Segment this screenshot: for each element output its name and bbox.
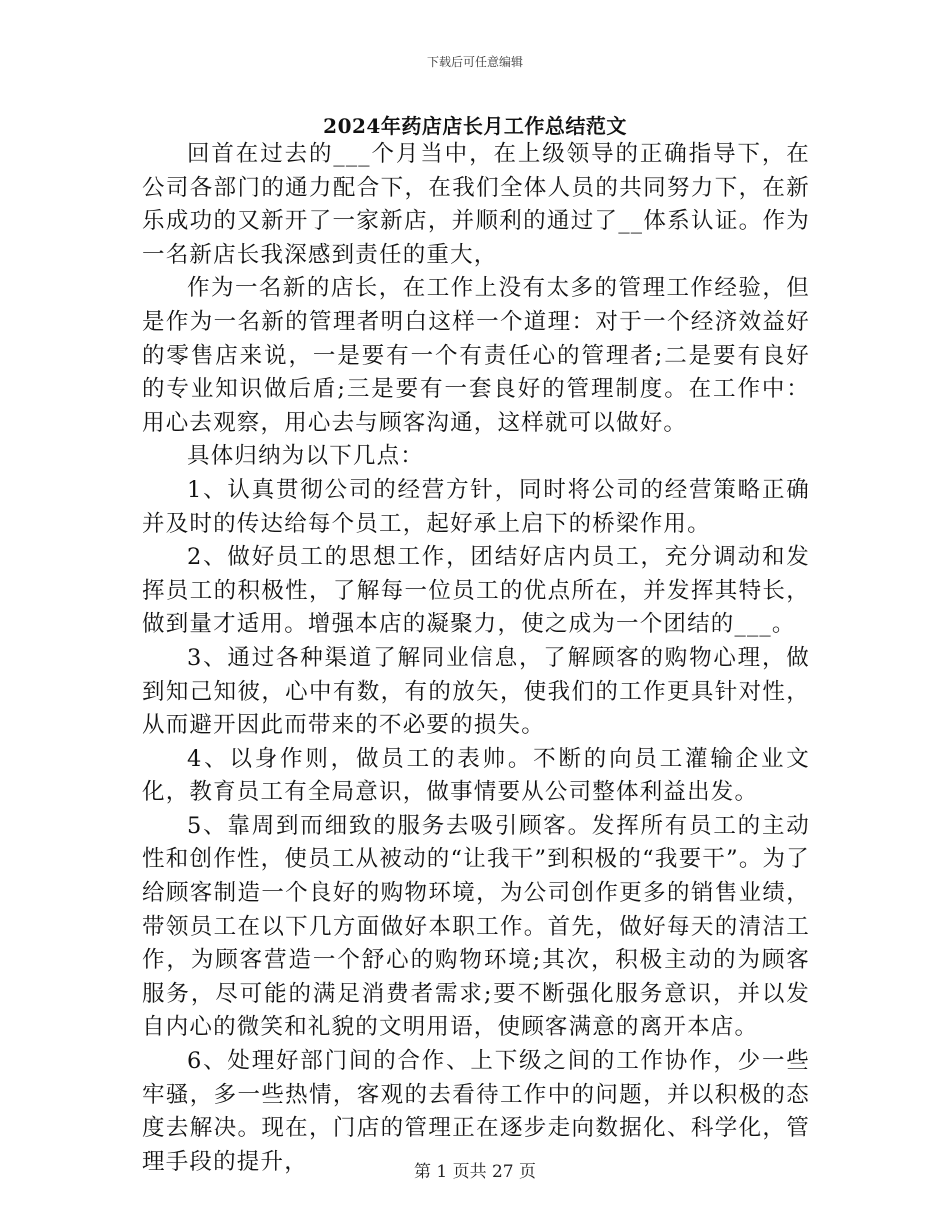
list-item: 4、以身作则，做员工的表帅。不断的向员工灌输企业文化，教育员工有全局意识，做事情要从公司整体利益出发。: [142, 745, 810, 806]
header-note: 下载后可任意编辑: [426, 55, 523, 69]
list-item: 2、做好员工的思想工作，团结好店内员工，充分调动和发挥员工的积极性，了解每一位员工的优点所在，并发挥其特长，做到量才适用。增强本店的凝聚力，使之成为一个团结的___。: [142, 544, 810, 638]
list-item: 3、通过各种渠道了解同业信息，了解顾客的购物心理，做到知己知彼，心中有数，有的放矢，使我们的工作更具针对性，从而避开因此而带来的不必要的损失。: [142, 644, 810, 739]
list-item: 6、处理好部门间的合作、上下级之间的工作协作，少一些牢骚，多一些热情，客观的去看待工作中的问题，并以积极的态度去解决。现在，门店的管理正在逐步走向数据化、科学化，管理手段的提升，: [142, 1048, 810, 1175]
document-body: [142, 138, 810, 1179]
list-item: 5、靠周到而细致的服务去吸引顾客。发挥所有员工的主动性和创作性，使员工从被动的“让我干”到积极的“我要干”。为了给顾客制造一个良好的购物环境，为公司创作更多的销售业绩，带领员工在以下几方面做好本职工作。首先，做好每天的清洁工作，为顾客营造一个舒心的购物环境;其次，积极主动的为顾客服务，尽可能的满足消费者需求;要不断强化服务意识，并以发自内心的微笑和礼貌的文明用语，使顾客满意的离开本店。: [142, 812, 810, 1041]
paragraph: 具体归纳为以下几点：: [187, 443, 425, 470]
paragraph: 作为一名新的店长，在工作上没有太多的管理工作经验，但是作为一名新的管理者明白这样一个道理：对于一个经济效益好的零售店来说，一是要有一个有责任心的管理者;二是要有良好的专业知识做后盾;三是要有一套良好的管理制度。在工作中：用心去观察，用心去与顾客沟通，这样就可以做好。: [142, 275, 810, 436]
paragraph: 回首在过去的___个月当中，在上级领导的正确指导下，在公司各部门的通力配合下，在我们全体人员的共同努力下，在新乐成功的又新开了一家新店，并顺利的通过了__体系认证。作为一名新店长我深感到责任的重大，: [142, 141, 810, 268]
list-item: 1、认真贯彻公司的经营方针，同时将公司的经营策略正确并及时的传达给每个员工，起好承上启下的桥梁作用。: [142, 476, 810, 537]
page-number: 第 1 页共 27 页: [413, 1162, 537, 1182]
document-title: 2024年药店店长月工作总结范文: [323, 114, 627, 138]
